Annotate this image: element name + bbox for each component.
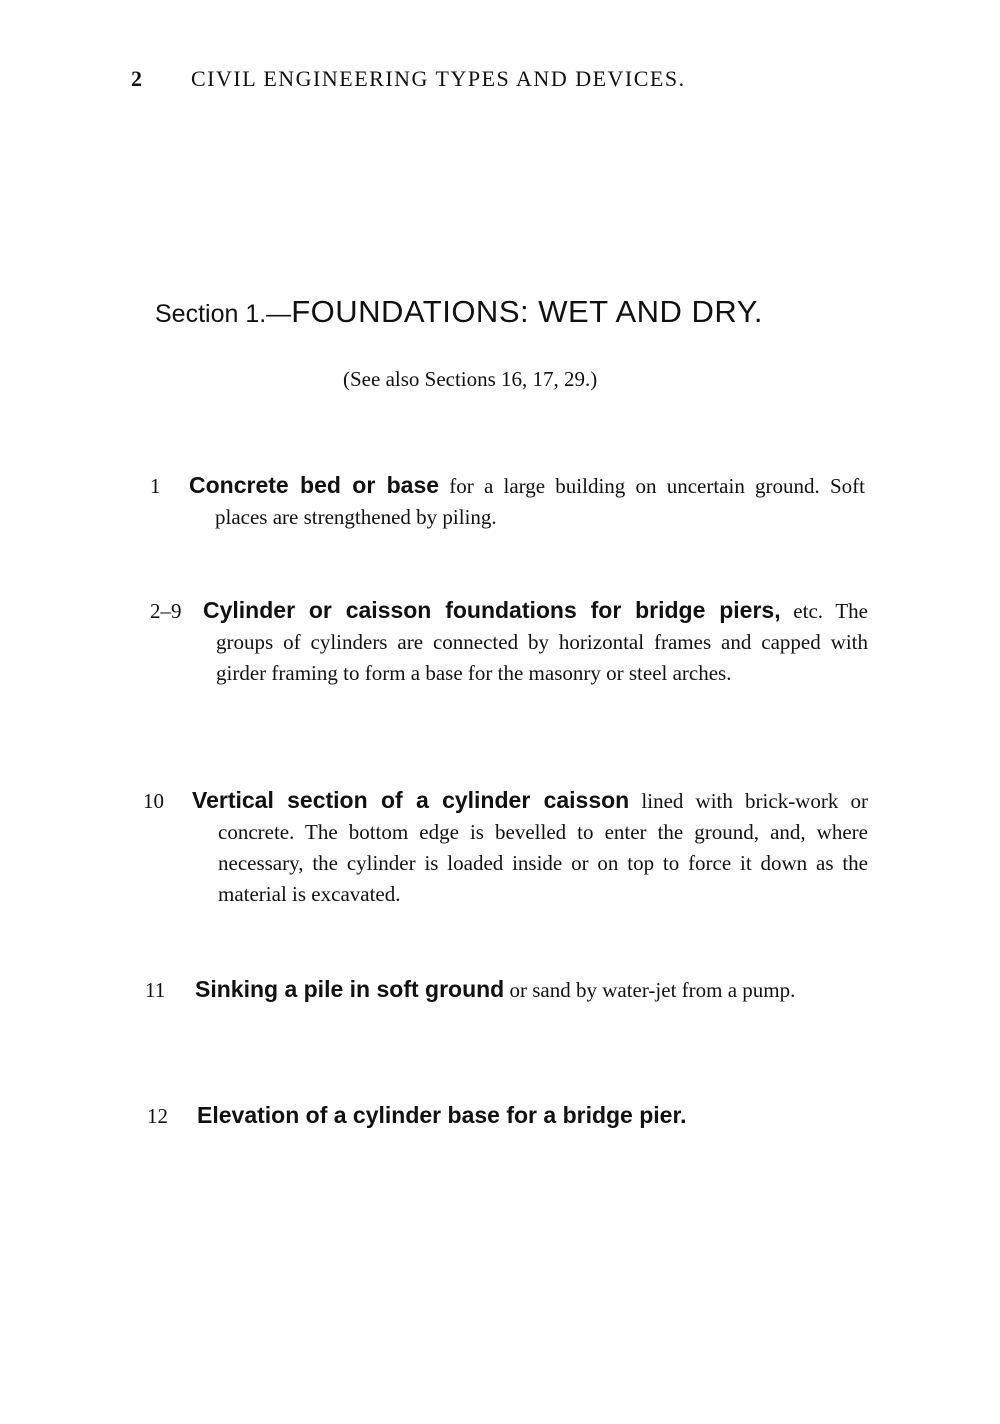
entry-heading: Sinking a pile in soft ground (195, 976, 505, 1002)
section-title (155, 294, 763, 330)
entry-text: or sand by water-jet from a pump. (504, 978, 796, 1002)
entry-paragraph (195, 974, 868, 1006)
entry-paragraph (189, 470, 865, 533)
entry-number: 10 (143, 789, 164, 813)
section-label: Section 1.— (155, 300, 292, 328)
entry-heading: Concrete bed or base (189, 472, 440, 498)
entry-text: lined with brick-work or concrete. The bottom edge is bevelled to enter the ground, and, where necessary, the cylinder is loaded inside or on top to force it down as the material is excavated. (218, 789, 868, 906)
entry-paragraph (197, 1100, 868, 1132)
entry-paragraph (203, 595, 868, 689)
section-heading: FOUNDATIONS: WET AND DRY. (291, 294, 764, 329)
entry-number: 11 (145, 978, 166, 1002)
entry-number: 1 (150, 474, 161, 498)
entry-number: 2–9 (150, 599, 182, 623)
running-title: CIVIL ENGINEERING TYPES AND DEVICES. (191, 66, 686, 91)
entry-heading: Cylinder or caisson foundations for bridge piers, (203, 597, 781, 623)
see-also-note: (See also Sections 16, 17, 29.) (343, 367, 598, 391)
entry-number: 12 (147, 1104, 168, 1128)
entry-paragraph (192, 785, 868, 910)
entry-heading: Elevation of a cylinder base for a bridge pier. (197, 1102, 687, 1128)
entry-heading: Vertical section of a cylinder caisson (192, 787, 630, 813)
page-number: 2 (131, 66, 144, 91)
entry-text: etc. The groups of cylinders are connected by horizontal frames and capped with girder framing to form a base for the masonry or steel arches. (216, 599, 868, 685)
entry-text: for a large building on uncertain ground. Soft places are strengthened by piling. (215, 474, 865, 529)
running-head (131, 66, 686, 92)
